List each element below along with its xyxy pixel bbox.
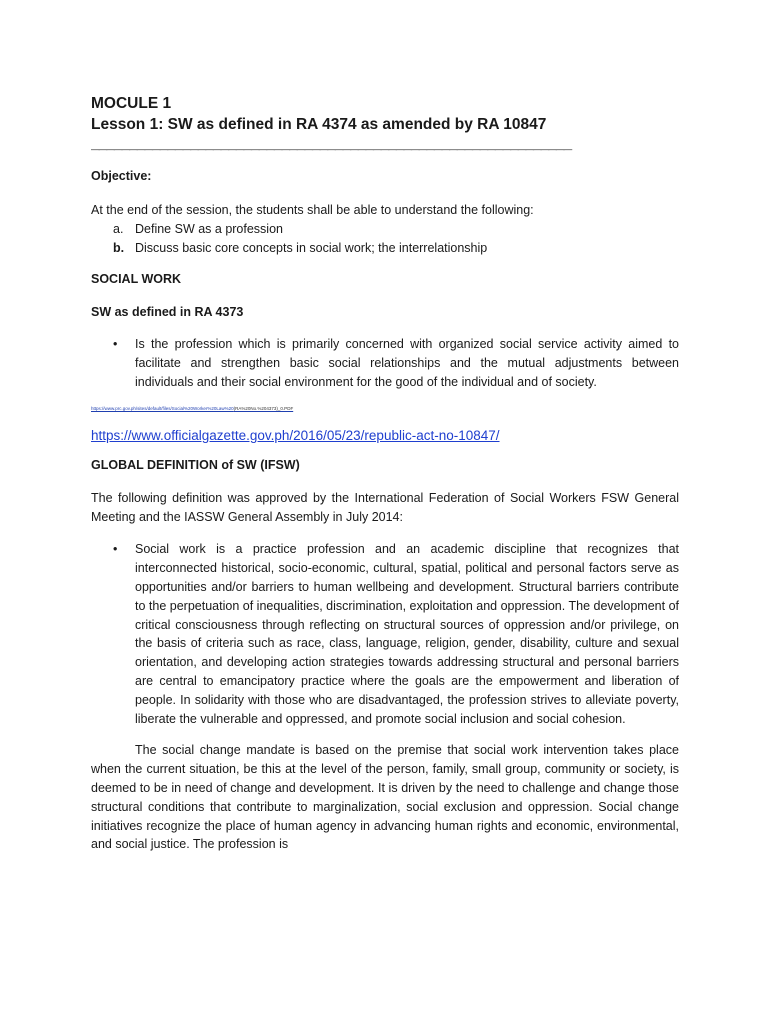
prc-source-link[interactable] bbox=[91, 406, 679, 412]
bullet-icon: • bbox=[113, 542, 118, 557]
ra-definition-list bbox=[91, 335, 679, 391]
global-definition-intro: The following definition was approved by the International Federation of Social Workers FSW General Meeting and the IASSW General Assembly in July 2014: bbox=[91, 490, 679, 524]
prc-link-text[interactable]: https://www.prc.gov.ph/sites/default/files/Social%20Worker%20Law%20 bbox=[91, 405, 234, 411]
global-definition-heading: GLOBAL DEFINITION of SW (IFSW) bbox=[91, 457, 300, 472]
list-item-text: Define SW as a profession bbox=[135, 221, 283, 236]
objective-heading: Objective: bbox=[91, 169, 152, 183]
ifsw-definition-text: Social work is a practice profession and an academic discipline that recognizes that interconnected historical, socio-economic, cultural, spatial, political and personal factors serve as opportunities and/or barriers to human wellbeing and development. Structural barriers contribute to the perpetuation of inequalities, discrimination, exploitation and oppression. The development of critical consciousness through reflecting on structural sources of oppression and/or privilege, on the basis of criteria such as race, class, language, religion, gender, disability, culture and sexual orientation, and developing action strategies towards addressing structural and personal barriers are central to emancipatory practice where the goals are the empowerment and liberation of people. In solidarity with those who are disadvantaged, the profession strives to alleviate poverty, liberate the vulnerable and oppressed, and promote social inclusion and social cohesion. bbox=[135, 542, 679, 726]
document-page bbox=[91, 94, 679, 854]
list-item bbox=[91, 220, 679, 239]
list-item bbox=[91, 239, 679, 258]
bullet-icon: • bbox=[113, 337, 118, 352]
list-marker: b. bbox=[113, 240, 125, 255]
objective-intro: At the end of the session, the students shall be able to understand the following: bbox=[91, 203, 534, 217]
title-rule: _______________________________________________________________ bbox=[91, 136, 572, 152]
objective-list bbox=[91, 220, 679, 258]
social-work-heading: SOCIAL WORK bbox=[91, 272, 182, 287]
ra-4373-subheading: SW as defined in RA 4373 bbox=[91, 305, 244, 320]
list-item bbox=[91, 335, 679, 391]
lesson-title: Lesson 1: SW as defined in RA 4374 as amended by RA 10847 bbox=[91, 116, 547, 133]
module-title: MOCULE 1 bbox=[91, 95, 172, 112]
prc-link-tail: (RA%20No.%204373)_0.PDF bbox=[233, 405, 294, 411]
ifsw-definition-list bbox=[91, 540, 679, 728]
social-change-paragraph: The social change mandate is based on the premise that social work intervention takes place when the current situation, be this at the level of the person, family, small group, community or society, is deemed to be in need of change and development. It is driven by the need to challenge and change those structural conditions that contribute to marginalization, social exclusion and oppression. Social change initiatives recognize the place of human agency in advancing human rights and economic, environmental, and social justice. The profession is bbox=[91, 743, 679, 852]
ra-definition-text: Is the profession which is primarily concerned with organized social service activity aimed to facilitate and strengthen basic social relationships and the mutual adjustments between individuals and their social environment for the good of the individual and of society. bbox=[135, 337, 679, 389]
list-marker: a. bbox=[113, 221, 124, 236]
list-item bbox=[91, 540, 679, 728]
list-item-text: Discuss basic core concepts in social work; the interrelationship bbox=[135, 240, 488, 255]
gazette-link[interactable]: https://www.officialgazette.gov.ph/2016/05/23/republic-act-no-10847/ bbox=[91, 427, 500, 443]
